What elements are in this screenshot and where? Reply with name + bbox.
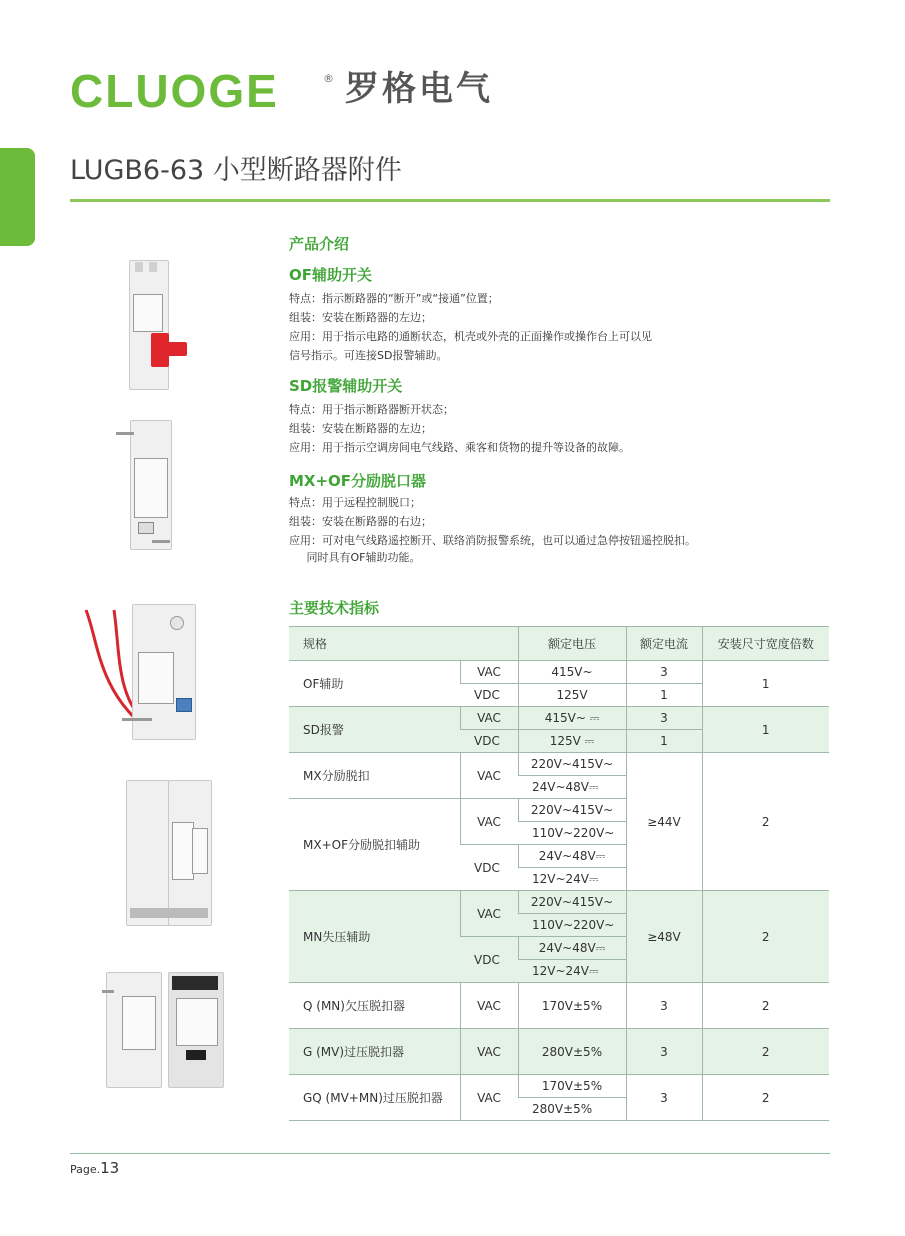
spec-heading: 主要技术指标	[289, 599, 380, 617]
mx-line: 组装：安装在断路器的右边；	[289, 515, 432, 528]
of-line: 组装：安装在断路器的左边；	[289, 311, 432, 324]
table-row: VDC 24V~48V⎓	[289, 937, 829, 960]
brand-logo-en: CLUOGE	[70, 65, 279, 117]
table-row: 12V~24V⎓	[289, 960, 829, 983]
page-title: LUGB6-63 小型断路器附件	[70, 155, 402, 186]
mx-line: 同时具有OF辅助功能。	[289, 551, 421, 564]
sd-line: 应用：用于指示空调房间电气线路、乘客和货物的提升等设备的故障。	[289, 441, 630, 454]
mx-of-image	[78, 600, 203, 742]
row-name: MX+OF分励脱扣辅助	[289, 799, 460, 891]
of-switch-image	[125, 258, 205, 393]
sd-line: 特点：用于指示断路器断开状态；	[289, 403, 454, 416]
voltage-relay-image	[100, 968, 230, 1090]
row-name: GQ (MV+MN)过压脱扣器	[289, 1075, 460, 1121]
page-number: Page.13	[70, 1159, 120, 1177]
table-row: GQ (MV+MN)过压脱扣器 VAC 170V±5% 3 2	[289, 1075, 829, 1098]
table-row: SD报警 VAC 415V~ ⎓ 3 1	[289, 707, 829, 730]
sd-line: 组装：安装在断路器的左边；	[289, 422, 432, 435]
table-row: G (MV)过压脱扣器 VAC 280V±5% 3 2	[289, 1029, 829, 1075]
header-cell: 规格	[289, 627, 460, 661]
sd-switch-image	[112, 418, 202, 553]
row-name: MN失压辅助	[289, 891, 460, 983]
brand-logo-cn: 罗格电气	[345, 69, 493, 109]
row-name: SD报警	[289, 707, 460, 753]
spec-table	[289, 626, 829, 1121]
table-row: 280V±5%	[289, 1098, 829, 1121]
footer-divider	[70, 1153, 830, 1154]
of-line: 特点：指示断路器的“断开”或“接通”位置；	[289, 292, 499, 305]
table-row: Q (MN)欠压脱扣器 VAC 170V±5% 3 2	[289, 983, 829, 1029]
sd-title: SD报警辅助开关	[289, 377, 403, 395]
mx-title: MX+OF分励脱口器	[289, 472, 427, 490]
registered-mark: ®	[323, 72, 334, 85]
mx-line: 特点：用于远程控制脱口；	[289, 496, 421, 509]
table-row: OF辅助 VAC 415V~ 3 1	[289, 661, 829, 684]
table-row: VDC 24V~48V⎓	[289, 845, 829, 868]
of-line: 应用：用于指示电路的通断状态，机壳或外壳的正面操作或操作台上可以见	[289, 330, 652, 343]
table-row: 12V~24V⎓	[289, 868, 829, 891]
title-divider	[70, 199, 830, 202]
table-row: VDC 125V 1	[289, 684, 829, 707]
of-line: 信号指示。可连接SD报警辅助。	[289, 349, 448, 362]
table-row: 110V~220V~	[289, 914, 829, 937]
table-row: 24V~48V⎓	[289, 776, 829, 799]
side-tab	[0, 148, 35, 246]
mn-unit-image	[124, 776, 216, 928]
table-row: MX+OF分励脱扣辅助 VAC 220V~415V~	[289, 799, 829, 822]
row-name: OF辅助	[289, 661, 460, 707]
table-row: MX分励脱扣 VAC 220V~415V~ ≥44V 2	[289, 753, 829, 776]
of-title: OF辅助开关	[289, 266, 372, 284]
header-cell: 额定电压	[518, 627, 626, 661]
mx-line: 应用：可对电气线路遥控断开、联络消防报警系统，也可以通过急停按钮遥控脱扣。	[289, 534, 696, 547]
header-cell: 额定电流	[626, 627, 702, 661]
table-row: MN失压辅助 VAC 220V~415V~ ≥48V 2	[289, 891, 829, 914]
row-name: MX分励脱扣	[289, 753, 460, 799]
row-name: G (MV)过压脱扣器	[289, 1029, 460, 1075]
table-row: VDC 125V ⎓ 1	[289, 730, 829, 753]
row-name: Q (MN)欠压脱扣器	[289, 983, 460, 1029]
intro-heading: 产品介绍	[289, 235, 350, 253]
header-cell: 安装尺寸宽度倍数	[702, 627, 829, 661]
table-row: 110V~220V~	[289, 822, 829, 845]
